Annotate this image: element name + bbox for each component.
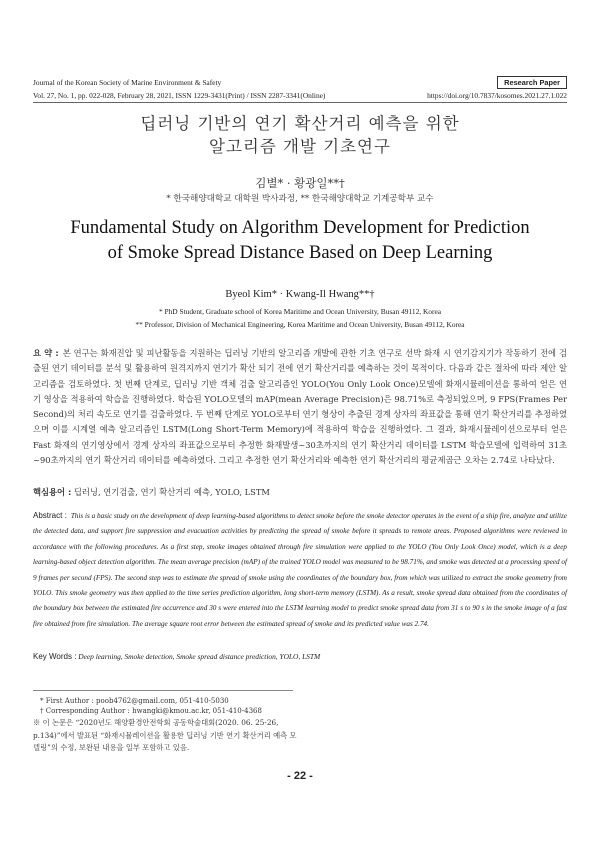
journal-name: Journal of the Korean Society of Marine Environment & Safety [33,78,222,87]
volume-info: Vol. 27, No. 1, pp. 022-028, February 28, 2021, ISSN 1229-3431(Print) / ISSN 2287-3341(Online) [33,91,326,100]
english-keywords-text: Deep learning, Smoke detection, Smoke spread distance prediction, YOLO, LSTM [78,652,321,661]
footnote-divider [33,690,293,691]
korean-keywords [33,486,270,498]
korean-title-line2: 알고리즘 개발 기초연구 [209,137,391,156]
page-number: - 22 - [287,770,313,782]
english-keywords [33,652,320,661]
english-title-line2: of Smoke Spread Distance Based on Deep Learning [107,243,493,263]
english-affiliation-2: ** Professor, Division of Mechanical Engineering, Korea Maritime and Ocean University, Busan 49112, Korea [135,320,465,329]
korean-keywords-label: 핵심용어 : [33,487,72,497]
korean-abstract-text: 본 연구는 화재진압 및 피난활동을 지원하는 딥러닝 기반의 알고리즘 개발에 관한 기초 연구로 선박 화재 시 연기감지기가 작동하기 전에 검출된 연기 데이터를 분석 및 활용하여 원격지까지 연기가 확산 되기 전에 연기 확산거리를 예측하는 것이 목적이다. 다음과 같은 절차에 따라 제안 알고리즘을 검토하였다. 첫 번째 단계로, 딥러닝 기반 객체 검출 알고리즘인 YOLO(You Only Look Once)모델에 화재시뮬레이션을 통하여 얻은 연기 영상을 적용하여 학습을 진행하였다. 학습된 YOLO모델의 mAP(mean Average Precision)은 98.71%로 측정되었으며, 9 FPS(Frames Per Second)의 처리 속도로 연기를 검출하였다. 두 번째 단계로 YOLO로부터 연기 형상이 추출된 경계 상자의 좌표값을 통해 연기 확산거리를 추정하였으며 이를 시계열 예측 알고리즘인 LSTM(Long Short-Term Memory)에 적용하여 학습을 진행하였다. 그 결과, 화재시뮬레이션으로부터 얻은 Fast 화재의 연기영상에서 경계 상자의 좌표값으로부터 추정한 화재발생~30초까지의 연기 확산거리 데이터를 LSTM 학습모델에 입력하여 31초~90초까지의 연기 확산거리 데이터를 예측하였다. 그리고 추정한 연기 확산거리와 예측한 연기 확산거리의 평균제곱근 오차는 2.74로 나타났다. [33,348,568,466]
korean-abstract-label: 요 약 : [33,348,59,358]
korean-title-line1: 딥러닝 기반의 연기 확산거리 예측을 위한 [140,114,460,133]
korean-authors: 김별* · 황광일**† [255,176,345,190]
english-title-line1: Fundamental Study on Algorithm Development for Prediction [70,218,530,238]
header-divider [33,102,567,103]
corresponding-author-footnote: † Corresponding Author : hwangki@kmou.ac.kr, 051-410-4368 [40,707,262,715]
english-authors: Byeol Kim* · Kwang-Il Hwang**† [225,289,375,300]
english-keywords-label: Key Words : [33,652,77,661]
korean-abstract [33,346,567,468]
korean-affiliation: * 한국해양대학교 대학원 박사과정, ** 한국해양대학교 기계공학부 교수 [166,194,434,204]
english-abstract-text: This is a basic study on the development of deep learning-based algorithms to detect smoke before the smoke detector operates in the event of a ship fire, analyze and utilize the detected data, and support fire suppression and evacuation activities by predicting the spread of smoke before it spreads to remote areas. Proposed algorithms were reviewed in accordance with the following procedures. As a first step, smoke images obtained through fire simulation were applied to the YOLO (You Only Look Once) model, which is a deep learning-based object detection algorithm. The mean average precision (mAP) of the trained YOLO model was measured to be 98.71%, and smoke was detected at a processing speed of 9 frames per second (FPS). The second step was to estimate the spread of smoke using the coordinates of the boundary box, from which was utilized to extract the smoke geometry from YOLO. This smoke geometry was then applied to the time series prediction algorithm, long short-term memory (LSTM). As a result, smoke spread data obtained from the coordinates of the boundary box between the estimated fire occurrence and 30 s were entered into the LSTM learning model to predict smoke spread data from 31 s to 90 s in the smoke image of a fast fire obtained from fire simulation. The average square root error between the estimated spread of smoke and its predicted value was 2.74. [33,512,567,628]
korean-keywords-text: 딥러닝, 연기검출, 연기 확산거리 예측, YOLO, LSTM [73,487,270,497]
first-author-footnote: * First Author : poob4762@gmail.com, 051-410-5030 [40,697,229,705]
doi-link[interactable]: https://doi.org/10.7837/kosomes.2021.27.1.022 [427,91,567,100]
conference-note: ※ 이 논문은 “2020년도 해양환경안전학회 공동학술대회(2020. 06. 25-26, p.134)”에서 발표된 “화재시뮬레이션을 활용한 딥러닝 기반 연기 확산거리 예측 모델링”의 수정, 보완된 내용을 일부 포함하고 있음. [33,718,297,752]
paper-type-badge: Research Paper [497,76,567,89]
english-abstract [33,508,567,632]
english-affiliation-1: * PhD Student, Graduate school of Korea Maritime and Ocean University, Busan 49112, Korea [158,307,442,316]
english-abstract-label: Abstract : [33,511,67,520]
